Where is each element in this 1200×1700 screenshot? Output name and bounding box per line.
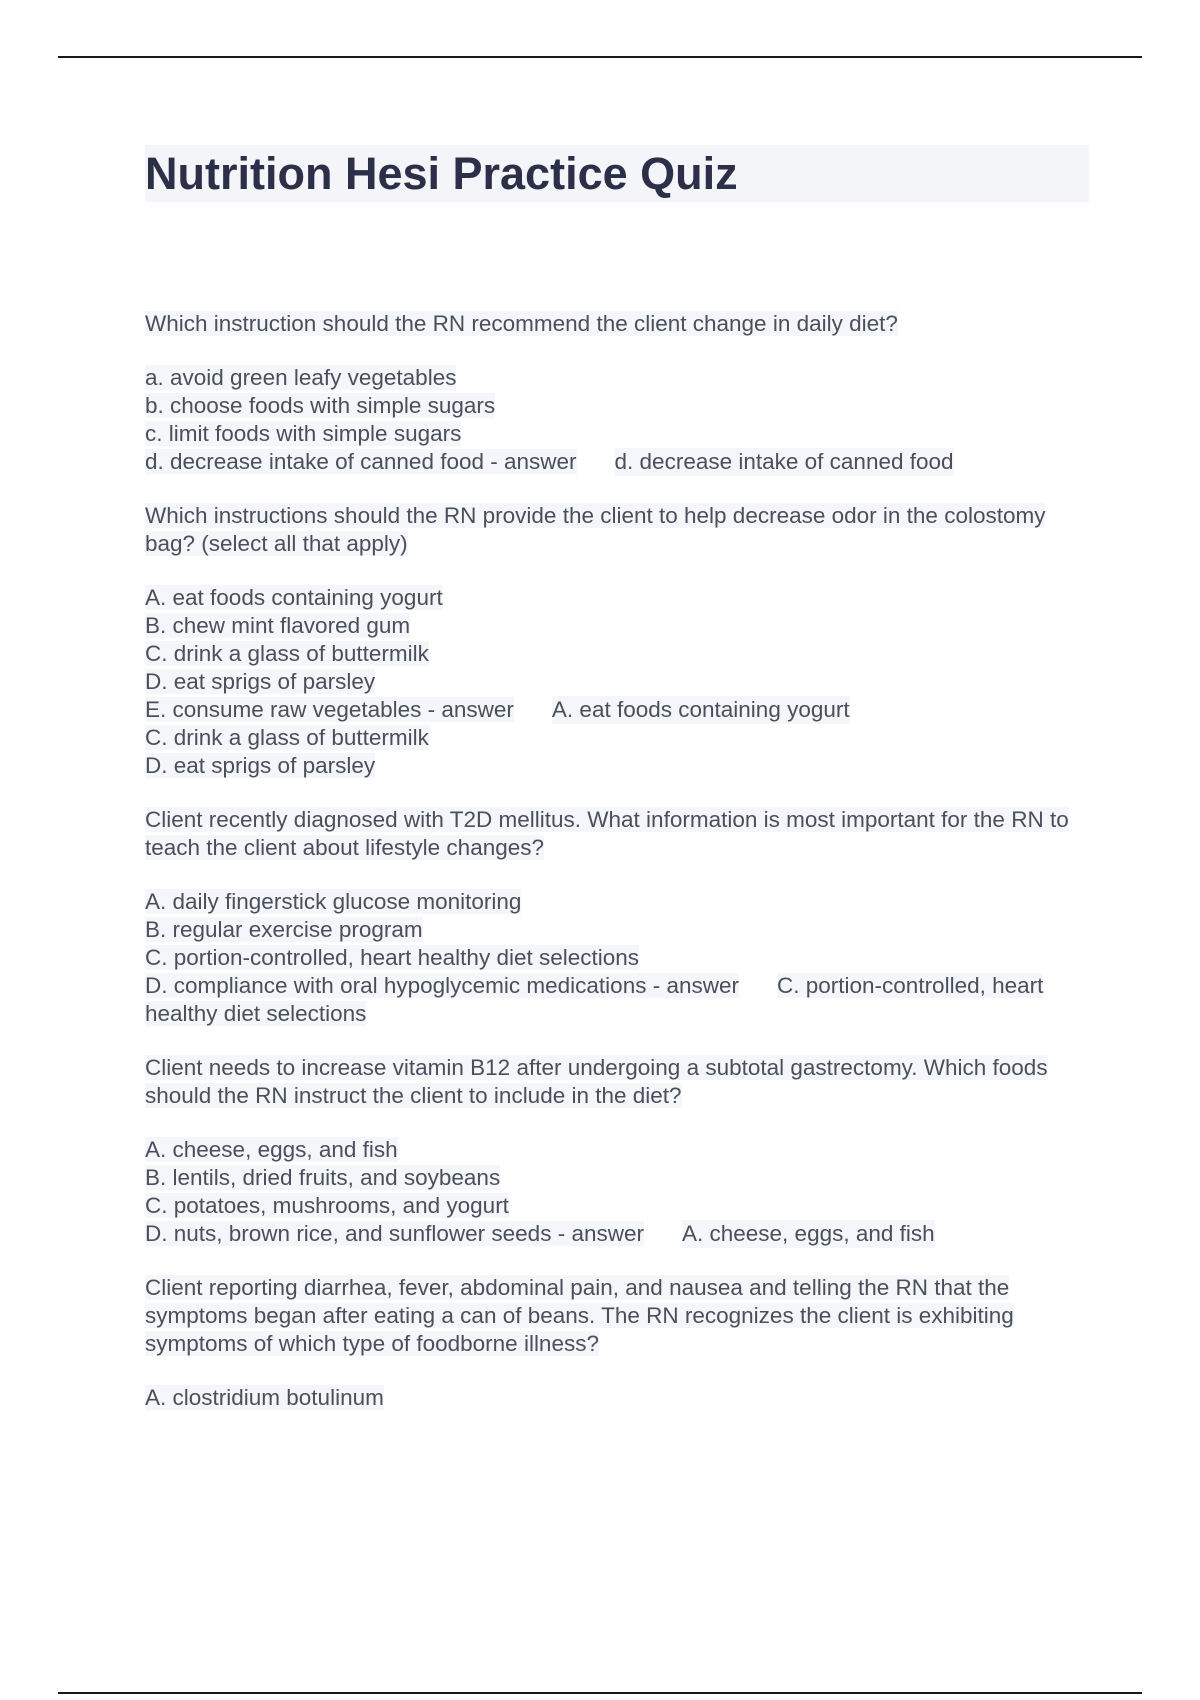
option-item: A. cheese, eggs, and fish: [145, 1137, 398, 1162]
quiz-content: [145, 310, 1095, 1438]
option-list: [145, 1136, 1095, 1248]
option-item: A. eat foods containing yogurt: [145, 585, 443, 610]
option-list: [145, 364, 1095, 476]
option-item: a. avoid green leafy vegetables: [145, 365, 457, 390]
question-text: Client recently diagnosed with T2D mellitus. What information is most important for the RN to teach the client about lifestyle changes?: [145, 807, 1069, 860]
option-item: d. decrease intake of canned food - answer d. decrease intake of canned food: [145, 449, 954, 474]
answer-text: d. decrease intake of canned food: [614, 449, 954, 474]
option-item: A. clostridium botulinum: [145, 1385, 384, 1410]
page-title: Nutrition Hesi Practice Quiz: [145, 148, 738, 199]
option-item: D. eat sprigs of parsley: [145, 669, 376, 694]
bottom-rule: [58, 1692, 1142, 1694]
question-block-1: [145, 310, 1095, 476]
question-text: Which instructions should the RN provide the client to help decrease odor in the colostomy bag? (select all that apply): [145, 503, 1046, 556]
option-list: [145, 1384, 1095, 1412]
title-block: [145, 145, 1089, 202]
option-item: b. choose foods with simple sugars: [145, 393, 496, 418]
top-rule: [58, 56, 1142, 58]
question-text: Client needs to increase vitamin B12 after undergoing a subtotal gastrectomy. Which foods should the RN instruct the client to include in the diet?: [145, 1055, 1048, 1108]
answer-line: D. eat sprigs of parsley: [145, 753, 376, 778]
option-item: B. regular exercise program: [145, 917, 423, 942]
question-block-3: [145, 806, 1095, 1028]
option-list: [145, 584, 1095, 780]
option-item: D. nuts, brown rice, and sunflower seeds - answer A. cheese, eggs, and fish: [145, 1221, 935, 1246]
answer-text: A. eat foods containing yogurt: [551, 697, 850, 722]
question-text: Client reporting diarrhea, fever, abdominal pain, and nausea and telling the RN that the symptoms began after eating a can of beans. The RN recognizes the client is exhibiting symptoms of which type of foodborne illness?: [145, 1275, 1014, 1356]
question-text: Which instruction should the RN recommend the client change in daily diet?: [145, 311, 898, 336]
option-item: E. consume raw vegetables - answer A. eat foods containing yogurt: [145, 697, 850, 722]
option-item: B. lentils, dried fruits, and soybeans: [145, 1165, 501, 1190]
question-block-2: [145, 502, 1095, 780]
option-item: A. daily fingerstick glucose monitoring: [145, 889, 522, 914]
option-item: c. limit foods with simple sugars: [145, 421, 462, 446]
option-item: C. potatoes, mushrooms, and yogurt: [145, 1193, 509, 1218]
option-item: D. compliance with oral hypoglycemic medications - answer C. portion-controlled, heart healthy diet selections: [145, 973, 1044, 1026]
answer-text: C. portion-controlled, heart healthy diet selections: [145, 973, 1044, 1026]
option-item: C. portion-controlled, heart healthy diet selections: [145, 945, 640, 970]
option-item: B. chew mint flavored gum: [145, 613, 411, 638]
question-block-5: [145, 1274, 1095, 1412]
question-block-4: [145, 1054, 1095, 1248]
option-list: [145, 888, 1095, 1028]
answer-text: A. cheese, eggs, and fish: [681, 1221, 935, 1246]
option-item: C. drink a glass of buttermilk: [145, 641, 429, 666]
answer-line: C. drink a glass of buttermilk: [145, 725, 429, 750]
